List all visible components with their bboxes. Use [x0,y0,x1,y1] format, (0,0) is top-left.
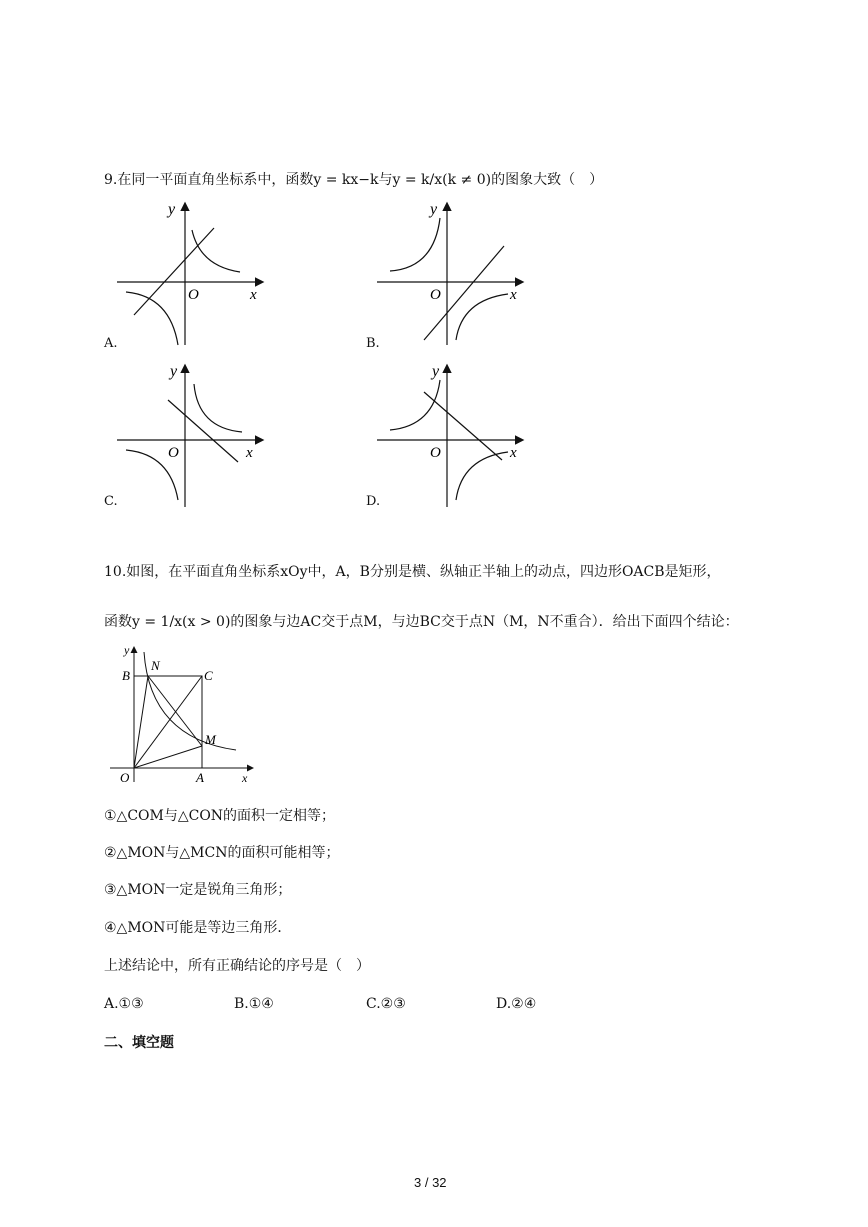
q10-figure [104,642,259,790]
y-label: y [168,201,176,218]
x-label: x [250,287,257,303]
q10-choice-c[interactable]: C.②③ [366,996,406,1012]
origin-label: O [430,445,441,461]
q10-choice-b[interactable]: B.①④ [234,996,274,1012]
segment-oc [134,676,202,768]
origin-label: O [168,445,179,461]
q10-stem-line1: 10.如图，在平面直角坐标系xOy中，A，B分别是横、纵轴正半轴上的动点，四边形OACB是矩形， [104,564,721,580]
q10-conclusion-3: ③△MON一定是锐角三角形； [104,882,292,898]
q10-choice-d[interactable]: D.②④ [496,996,537,1012]
page-number: 3 / 32 [414,1175,447,1190]
hyperbola-branch [390,218,440,271]
origin-label: O [120,770,130,785]
q9-stem: 9.在同一平面直角坐标系中，函数y = kx−k与y = k/x(k ≠ 0)的图象大致（ ） [104,172,604,188]
q9-option-c[interactable]: C. [104,494,118,509]
hyperbola-branch [456,294,508,340]
hyperbola-branch [192,230,240,272]
q9-graph-d [372,362,532,510]
q9-option-d[interactable]: D. [366,494,381,509]
hyperbola-branch [390,380,440,430]
x-label: x [246,445,253,461]
section-title: 二、填空题 [104,1035,174,1051]
q9-graph-c [112,362,272,510]
x-label: x [510,445,517,461]
point-m-label: M [205,732,216,747]
point-n-label: N [151,658,160,673]
q10-prompt: 上述结论中，所有正确结论的序号是（ ） [104,958,370,974]
hyperbola-branch [126,292,178,345]
q10-conclusion-4: ④△MON可能是等边三角形． [104,920,292,936]
q9-option-a[interactable]: A. [104,336,118,351]
q9-graph-a [112,200,272,350]
y-label: y [432,363,440,380]
q10-stem-line2: 函数y = 1/x(x > 0)的图象与边AC交于点M，与边BC交于点N（M，N不重合）．给出下面四个结论： [104,614,739,630]
origin-label: O [430,287,441,303]
origin-label: O [188,287,199,303]
q9-option-b[interactable]: B. [366,336,380,351]
q10-conclusion-1: ①△COM与△CON的面积一定相等； [104,808,336,824]
y-label: y [430,201,438,218]
segment-om [134,746,202,768]
q9-graph-b [372,200,532,350]
x-label: x [242,771,248,785]
line-graph [134,228,214,315]
segment-on [134,676,148,768]
q10-choice-a[interactable]: A.①③ [104,996,144,1012]
hyperbola-branch [194,384,242,432]
point-c-label: C [204,668,213,683]
point-b-label: B [122,668,130,683]
q10-conclusion-2: ②△MON与△MCN的面积可能相等； [104,845,340,861]
y-label: y [170,363,178,380]
y-label: y [124,643,130,657]
point-a-label: A [196,770,204,785]
x-label: x [510,287,517,303]
